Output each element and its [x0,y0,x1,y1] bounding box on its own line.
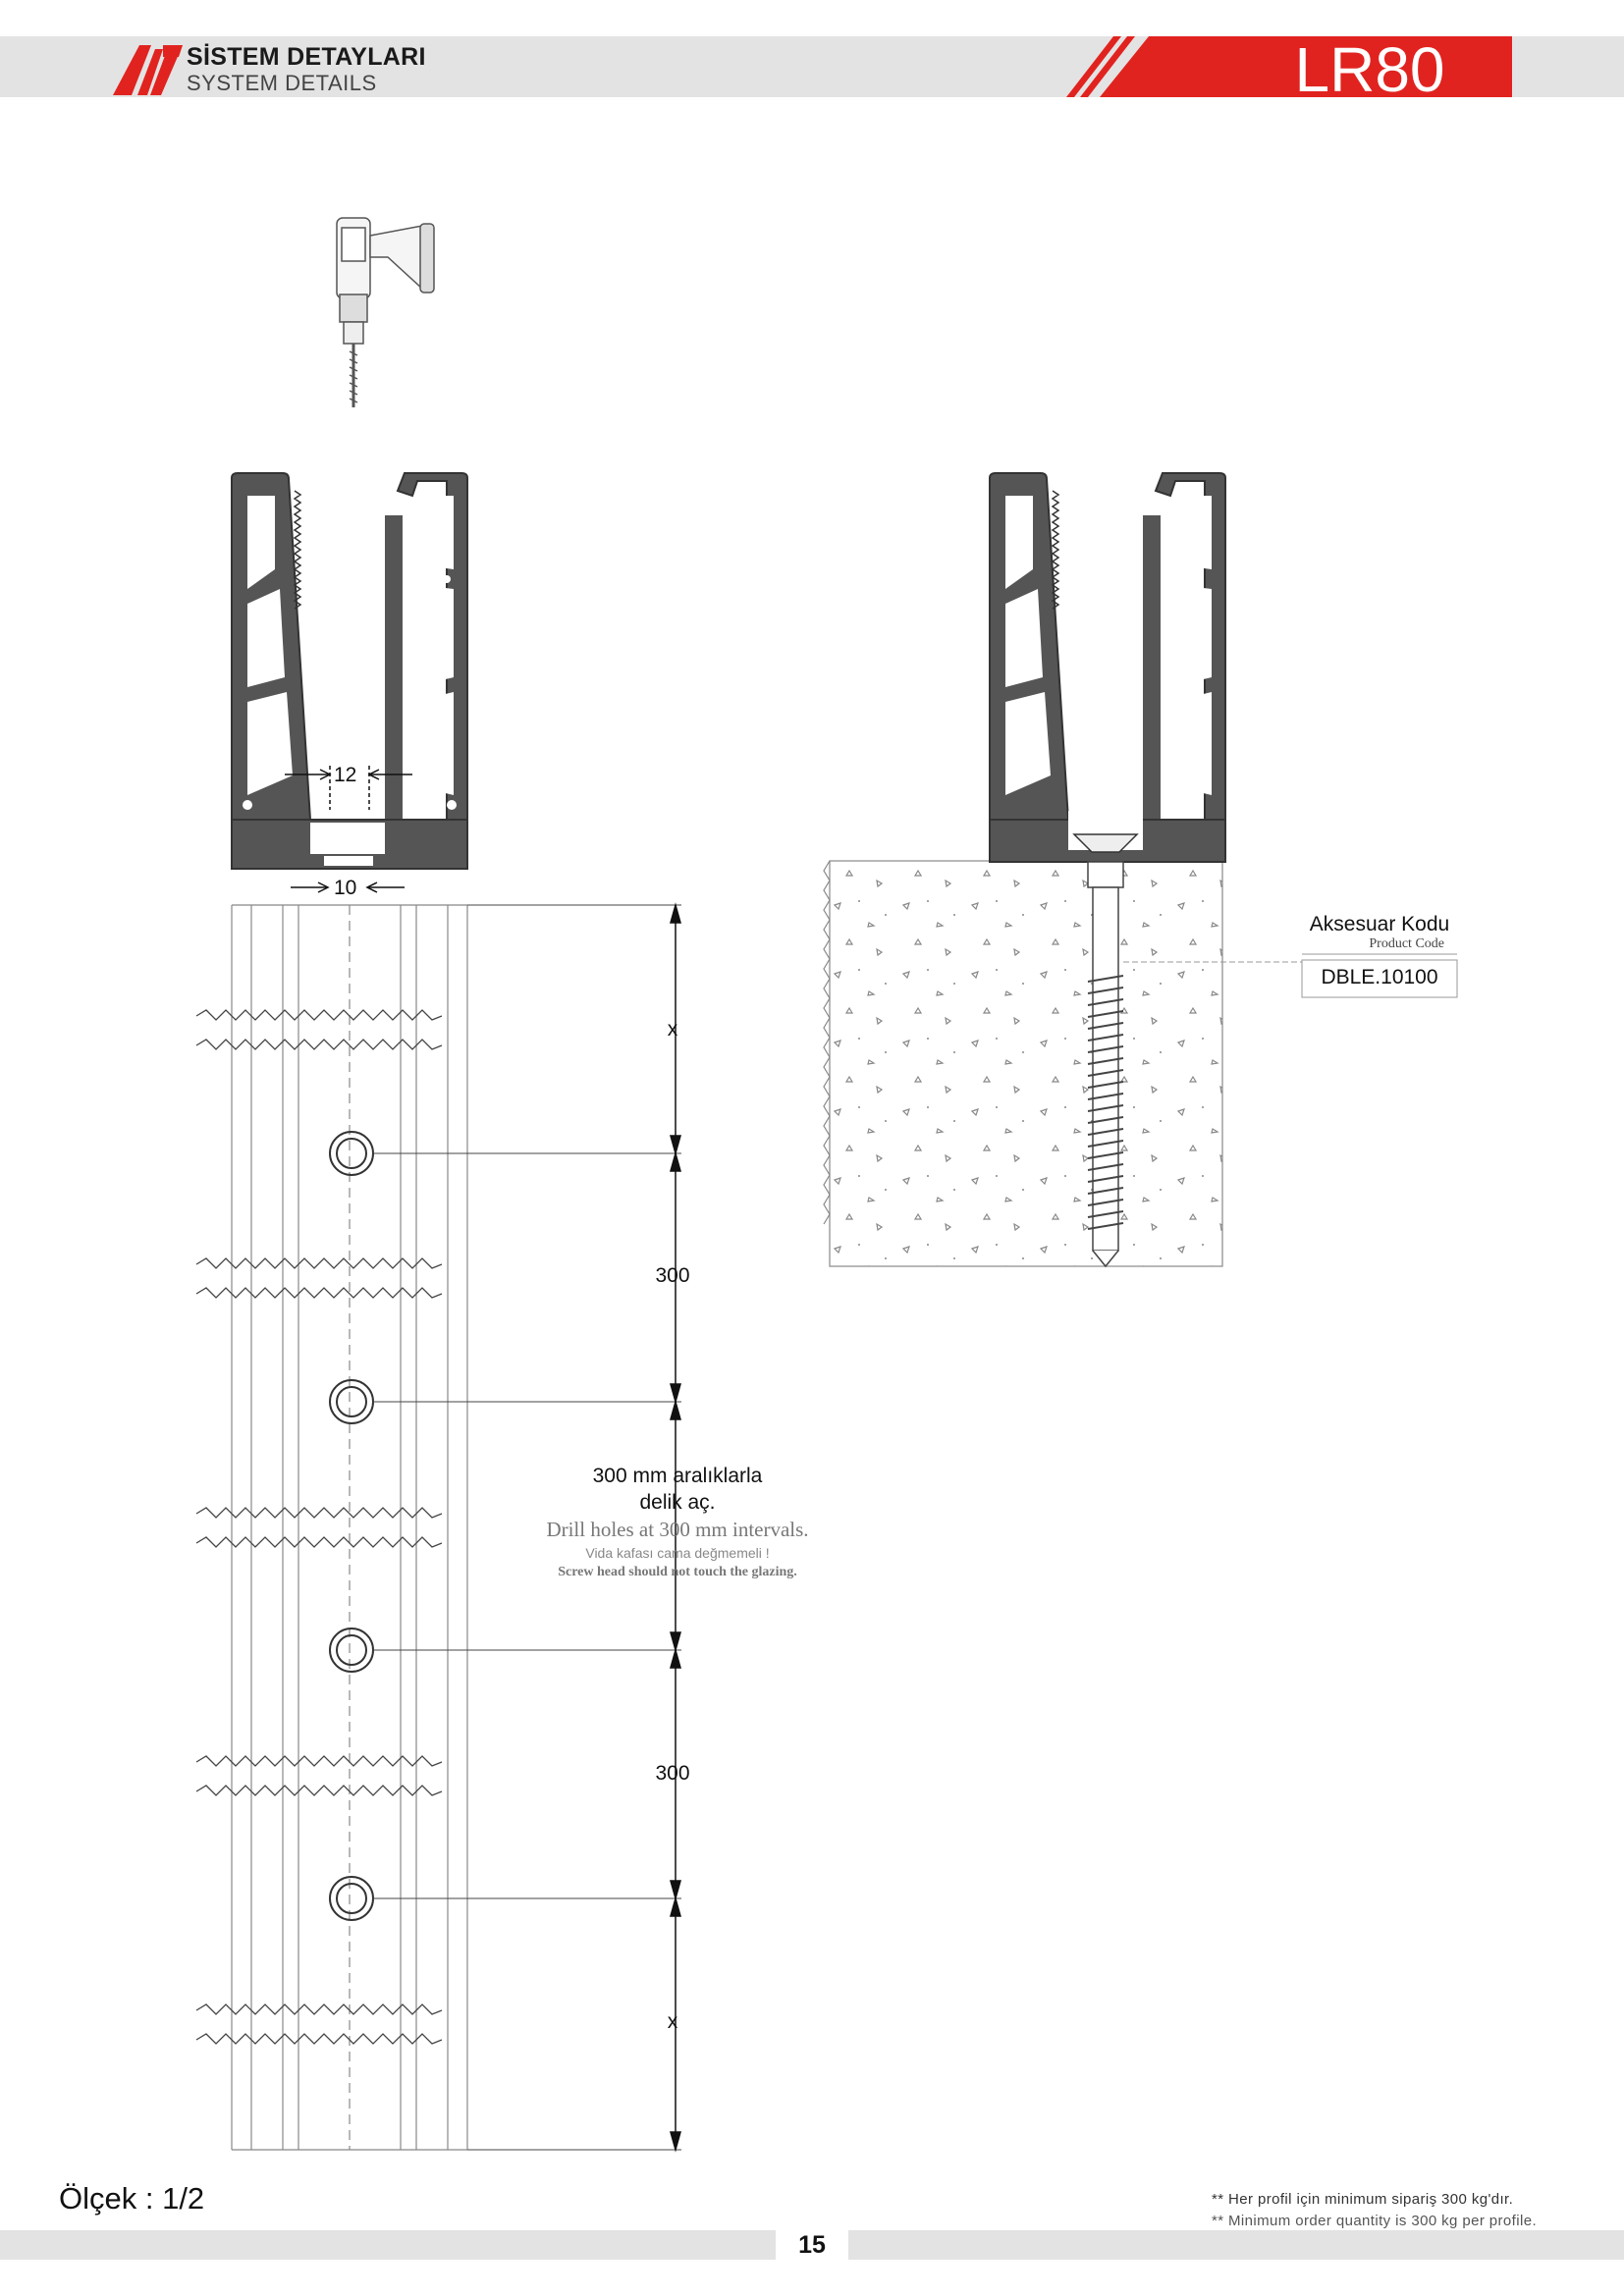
screw-warning-english: Screw head should not touch the glazing. [558,1565,797,1579]
accessory-code: DBLE.10100 [1321,966,1438,988]
model-code: LR80 [1294,34,1445,105]
dimension-x-top: x [667,1018,678,1041]
profile-section-right [824,473,1302,1266]
footnote-turkish: ** Her profil için minimum sipariş 300 kg'dır. [1212,2191,1514,2208]
accessory-subtitle: Product Code [1369,936,1444,951]
accessory-code-box [1303,913,1456,999]
dimension-300-first: 300 [655,1264,690,1287]
screw-warning-turkish: Vida kafası cama değmemeli ! [585,1545,770,1561]
header-title: SİSTEM DETAYLARI [187,43,426,71]
scale-label: Ölçek : 1/2 [59,2181,205,2216]
page-number: 15 [776,2228,848,2262]
note-turkish-line2: delik aç. [639,1491,716,1514]
footnote-english: ** Minimum order quantity is 300 kg per profile. [1212,2213,1538,2229]
accessory-title: Aksesuar Kodu [1309,913,1450,935]
dimension-x-bottom: x [667,2010,678,2033]
drill-icon [337,218,434,407]
profile-section-left [232,473,467,869]
dimension-10: 10 [334,877,357,899]
note-english: Drill holes at 300 mm intervals. [546,1518,809,1541]
header-subtitle: SYSTEM DETAILS [187,71,377,95]
dimension-300-second: 300 [655,1762,690,1785]
drilling-note [491,1463,864,1582]
note-turkish-line1: 300 mm aralıklarla [592,1465,763,1487]
dimension-12: 12 [334,764,357,786]
